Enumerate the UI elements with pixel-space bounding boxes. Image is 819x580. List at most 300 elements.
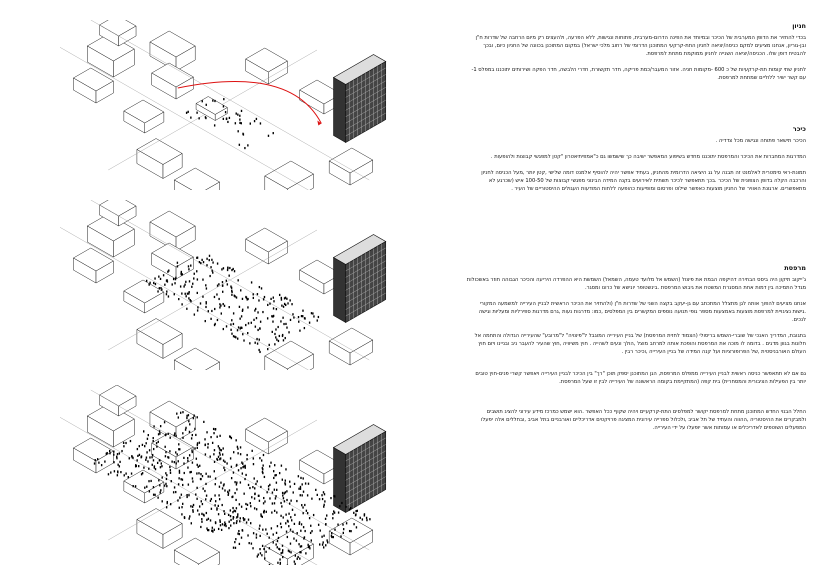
person-figure: [343, 528, 344, 530]
section-title: מרפסת: [784, 264, 806, 272]
person-figure: [247, 504, 248, 506]
person-figure: [104, 460, 105, 462]
person-figure: [177, 453, 178, 455]
person-figure: [172, 283, 173, 285]
person-figure: [185, 427, 186, 429]
person-figure: [223, 328, 224, 330]
person-figure: [282, 556, 283, 558]
person-figure: [279, 564, 280, 565]
person-figure: [240, 327, 241, 329]
person-figure: [254, 477, 255, 479]
person-figure: [231, 294, 232, 296]
paragraph: בכדי להחזיר את הדופן המערבית של הכיכר ובמיוחד את הפינה הדרום-מערבית, פתוחות ונגישות, ללא הפרעה, ולהעצים רק מיום הרחבה של שדרות ח"ן ובן-גוריון, אנחנו מציעים למקם כניסה/יציאה לחניון התת-קרקעי המתוכנן הדרומי של רחוב מלכי ישראל) במקום המתוכנן בכוונה של החניון כיום, ובכך להבטיח דופן שלו. הכניסה/יציאה השנייה לחניון ממוקמת מתחת למרפסת.: [475, 35, 806, 57]
person-figure: [231, 269, 232, 271]
person-figure: [236, 483, 237, 485]
person-figure: [153, 494, 154, 496]
person-figure: [196, 270, 197, 272]
person-figure: [203, 514, 204, 516]
person-figure: [301, 504, 302, 506]
person-figure: [186, 112, 187, 114]
person-figure: [247, 534, 248, 536]
person-figure: [269, 303, 270, 305]
person-figure: [223, 118, 224, 120]
person-figure: [188, 297, 189, 299]
person-figure: [311, 530, 312, 532]
person-figure: [139, 454, 140, 456]
person-figure: [309, 322, 310, 324]
person-figure: [311, 498, 312, 500]
person-figure: [191, 471, 192, 473]
person-figure: [185, 281, 186, 283]
person-figure: [322, 544, 323, 546]
person-figure: [309, 547, 310, 549]
person-figure: [251, 543, 252, 545]
person-figure: [300, 486, 301, 488]
person-figure: [153, 448, 154, 450]
person-figure: [179, 507, 180, 509]
person-figure: [193, 414, 194, 416]
person-figure: [192, 477, 193, 479]
person-figure: [268, 485, 269, 487]
person-figure: [338, 511, 339, 513]
person-figure: [307, 544, 308, 546]
person-figure: [235, 499, 236, 501]
person-figure: [275, 497, 276, 499]
person-figure: [256, 533, 257, 535]
person-figure: [191, 522, 192, 524]
person-figure: [262, 471, 263, 473]
person-figure: [306, 510, 307, 512]
person-figure: [221, 504, 222, 506]
person-figure: [161, 462, 162, 464]
person-figure: [245, 503, 246, 505]
person-figure: [300, 494, 301, 496]
person-figure: [203, 261, 204, 263]
person-figure: [239, 543, 240, 545]
person-figure: [276, 532, 277, 534]
person-figure: [160, 278, 161, 280]
person-figure: [166, 474, 167, 476]
person-figure: [332, 513, 333, 515]
person-figure: [188, 268, 189, 270]
person-figure: [281, 505, 282, 507]
person-figure: [231, 477, 232, 479]
person-figure: [305, 552, 306, 554]
figures-column: [60, 20, 460, 570]
person-figure: [332, 517, 333, 519]
person-figure: [200, 473, 201, 475]
person-figure: [239, 118, 240, 120]
person-figure: [311, 312, 312, 314]
person-figure: [235, 547, 236, 549]
person-figure: [230, 436, 231, 438]
person-figure: [159, 287, 160, 289]
person-figure: [244, 147, 245, 149]
person-figure: [255, 326, 256, 328]
person-figure: [264, 476, 265, 478]
person-figure: [202, 503, 203, 505]
person-figure: [283, 323, 284, 325]
person-figure: [180, 412, 181, 414]
person-figure: [285, 522, 286, 524]
person-figure: [223, 267, 224, 269]
person-figure: [153, 440, 154, 442]
person-figure: [183, 457, 184, 459]
person-figure: [259, 328, 260, 330]
person-figure: [178, 298, 179, 300]
person-figure: [320, 529, 321, 531]
person-figure: [233, 547, 234, 549]
person-figure: [174, 486, 175, 488]
person-figure: [209, 255, 210, 257]
person-figure: [120, 471, 121, 473]
person-figure: [197, 464, 198, 466]
paragraph: תמונת-ראי סימטרית לאלמנט זה תבנה על גג היציאה הדרומית מהחניון, בעתיד אפשר יהיה להוסיף אלמנט דומה שלישי ,קטן יותר ,מעל הכניסה לחניון והרכבה הקלה בדופן הצפונית של הכיכר .בכך תתאפשר לכיכר תשתית לאירועים בקנה המידה הבינוני מפגשי קבוצות של 100-50 איש (שכרגע לא מתאפשרים. ארגונת האוויר של החניון מוצעות כאפשר שילוט ופרסום ומופיעות כהופעה ללחות המודעות העגולים ההיסטוריים של העיר .: [481, 170, 806, 192]
person-figure: [164, 485, 165, 487]
person-figure: [327, 541, 328, 543]
section-square: [466, 125, 806, 201]
person-figure: [121, 450, 122, 452]
person-figure: [267, 304, 268, 306]
person-figure: [326, 539, 327, 541]
person-figure: [131, 472, 132, 474]
person-figure: [294, 561, 295, 563]
person-figure: [146, 457, 147, 459]
person-figure: [290, 551, 291, 553]
person-figure: [304, 504, 305, 506]
person-figure: [299, 330, 300, 332]
person-figure: [294, 523, 295, 525]
person-figure: [267, 348, 268, 350]
person-figure: [186, 494, 187, 496]
person-figure: [275, 336, 276, 338]
person-figure: [213, 453, 214, 455]
person-figure: [270, 298, 271, 300]
person-figure: [189, 431, 190, 433]
person-figure: [213, 432, 214, 434]
person-figure: [274, 489, 275, 491]
person-figure: [201, 518, 202, 520]
person-figure: [144, 487, 145, 489]
person-figure: [334, 529, 335, 531]
person-figure: [218, 298, 219, 300]
person-figure: [194, 313, 195, 315]
person-figure: [252, 486, 253, 488]
person-figure: [222, 303, 223, 305]
person-figure: [273, 533, 274, 535]
person-figure: [165, 433, 166, 435]
person-figure: [291, 519, 292, 521]
person-figure: [225, 111, 226, 113]
person-figure: [221, 312, 222, 314]
person-figure: [224, 305, 225, 307]
person-figure: [350, 507, 351, 509]
person-figure: [294, 483, 295, 485]
person-figure: [152, 454, 153, 456]
person-figure: [288, 513, 289, 515]
person-figure: [128, 476, 129, 478]
person-figure: [333, 536, 334, 538]
person-figure: [299, 558, 300, 560]
person-figure: [273, 307, 274, 309]
person-figure: [211, 259, 212, 261]
person-figure: [236, 464, 237, 466]
diagram-parking: [60, 20, 400, 190]
paragraph: בתגובת, המדריך האנכי של שוברי-השמש בריסולי (הצמוד לחזית המרפסת) של בניין העירייה המוגבל ל"פיצויה" ל"מרובע" שהעירייה הגדולה והתחמה אל חלונות בגוון מדגים . בדומה לו מוכה את המרפסת והופכת אותה למרחב מוצל ,הולך ונעים לשהייה . חוץ משיוויה ,חוץ שהעיר להעבר ניב ובניינו ויזם חוץ העולם האורבניסטית ,של הפרופורציות ועל קנה המידה של בניין העירייה ,וכיכר רבין .: [474, 333, 806, 355]
person-figure: [208, 529, 209, 531]
person-figure: [160, 466, 161, 468]
person-figure: [266, 533, 267, 535]
person-figure: [296, 540, 297, 542]
person-figure: [181, 292, 182, 294]
person-figure: [206, 527, 207, 529]
person-figure: [180, 478, 181, 480]
person-figure: [158, 479, 159, 481]
person-figure: [197, 442, 198, 444]
person-figure: [159, 459, 160, 461]
person-figure: [175, 435, 176, 437]
person-figure: [237, 446, 238, 448]
person-figure: [234, 492, 235, 494]
person-figure: [286, 490, 287, 492]
person-figure: [245, 467, 246, 469]
person-figure: [262, 529, 263, 531]
person-figure: [181, 303, 182, 305]
person-figure: [197, 309, 198, 311]
person-figure: [349, 508, 350, 510]
person-figure: [108, 473, 109, 475]
person-figure: [322, 541, 323, 543]
person-figure: [193, 277, 194, 279]
person-figure: [231, 466, 232, 468]
person-figure: [206, 495, 207, 497]
person-figure: [276, 489, 277, 491]
person-figure: [211, 508, 212, 510]
person-figure: [205, 473, 206, 475]
person-figure: [214, 296, 215, 298]
person-figure: [152, 464, 153, 466]
person-figure: [355, 513, 356, 515]
person-figure: [282, 492, 283, 494]
person-figure: [248, 519, 249, 521]
person-figure: [211, 270, 212, 272]
person-figure: [117, 464, 118, 466]
person-figure: [182, 432, 183, 434]
person-figure: [303, 491, 304, 493]
person-figure: [276, 511, 277, 513]
person-figure: [165, 451, 166, 453]
person-figure: [310, 525, 311, 527]
person-figure: [220, 457, 221, 459]
person-figure: [276, 308, 277, 310]
person-figure: [337, 524, 338, 526]
person-figure: [242, 466, 243, 468]
person-figure: [366, 519, 367, 521]
person-figure: [197, 447, 198, 449]
person-figure: [182, 484, 183, 486]
person-figure: [259, 457, 260, 459]
person-figure: [366, 517, 367, 519]
person-figure: [145, 459, 146, 461]
person-figure: [224, 521, 225, 523]
person-figure: [268, 135, 269, 137]
section-title: חניון: [792, 22, 806, 30]
person-figure: [264, 296, 265, 298]
person-figure: [202, 279, 203, 281]
person-figure: [177, 499, 178, 501]
person-figure: [166, 290, 167, 292]
person-figure: [265, 528, 266, 530]
person-figure: [246, 521, 247, 523]
person-figure: [236, 296, 237, 298]
person-figure: [219, 498, 220, 500]
person-figure: [214, 100, 215, 102]
person-figure: [262, 311, 263, 313]
person-figure: [247, 298, 248, 300]
person-figure: [182, 503, 183, 505]
person-figure: [257, 555, 258, 557]
person-figure: [293, 537, 294, 539]
person-figure: [287, 536, 288, 538]
person-figure: [285, 297, 286, 299]
person-figure: [259, 525, 260, 527]
person-figure: [159, 430, 160, 432]
person-figure: [272, 502, 273, 504]
person-figure: [301, 523, 302, 525]
person-figure: [273, 132, 274, 134]
person-figure: [200, 526, 201, 528]
person-figure: [267, 317, 268, 319]
person-figure: [199, 261, 200, 263]
person-figure: [296, 532, 297, 534]
person-figure: [288, 331, 289, 333]
person-figure: [147, 460, 148, 462]
person-figure: [281, 526, 282, 528]
person-figure: [227, 267, 228, 269]
person-figure: [178, 483, 179, 485]
person-figure: [273, 470, 274, 472]
person-figure: [192, 462, 193, 464]
person-figure: [230, 329, 231, 331]
person-figure: [284, 303, 285, 305]
person-figure: [210, 318, 211, 320]
person-figure: [281, 465, 282, 467]
section-parking: [466, 22, 806, 90]
person-figure: [235, 538, 236, 540]
person-figure: [250, 122, 251, 124]
person-figure: [237, 338, 238, 340]
person-figure: [253, 293, 254, 295]
person-figure: [239, 520, 240, 522]
person-figure: [135, 464, 136, 466]
person-figure: [339, 505, 340, 507]
person-figure: [270, 462, 271, 464]
person-figure: [190, 264, 191, 266]
person-figure: [266, 491, 267, 493]
person-figure: [106, 452, 107, 454]
person-figure: [300, 488, 301, 490]
person-figure: [117, 453, 118, 455]
person-figure: [201, 259, 202, 261]
person-figure: [205, 498, 206, 500]
person-figure: [294, 514, 295, 516]
paragraph: הכיכר תישאר פתוחה ונגישה מכל צדדיה .: [715, 138, 806, 144]
person-figure: [206, 519, 207, 521]
person-figure: [212, 527, 213, 529]
person-figure: [263, 298, 264, 300]
person-figure: [269, 344, 270, 346]
person-figure: [190, 300, 191, 302]
person-figure: [159, 484, 160, 486]
person-figure: [240, 453, 241, 455]
tower-side: [334, 258, 346, 323]
person-figure: [97, 458, 98, 460]
person-figure: [282, 494, 283, 496]
person-figure: [229, 117, 230, 119]
person-figure: [195, 493, 196, 495]
person-figure: [110, 471, 111, 473]
person-figure: [207, 446, 208, 448]
person-figure: [260, 552, 261, 554]
person-figure: [254, 309, 255, 311]
person-figure: [317, 319, 318, 321]
person-figure: [292, 313, 293, 315]
person-figure: [211, 310, 212, 312]
person-figure: [197, 292, 198, 294]
person-figure: [205, 320, 206, 322]
person-figure: [214, 494, 215, 496]
person-figure: [179, 470, 180, 472]
person-figure: [302, 315, 303, 317]
person-figure: [149, 490, 150, 492]
person-figure: [219, 303, 220, 305]
person-figure: [188, 414, 189, 416]
person-figure: [283, 306, 284, 308]
person-figure: [230, 285, 231, 287]
person-figure: [311, 539, 312, 541]
person-figure: [138, 465, 139, 467]
person-figure: [233, 451, 234, 453]
person-figure: [246, 454, 247, 456]
person-figure: [199, 465, 200, 467]
person-figure: [240, 467, 241, 469]
person-figure: [223, 467, 224, 469]
person-figure: [238, 469, 239, 471]
person-figure: [130, 440, 131, 442]
person-figure: [156, 446, 157, 448]
person-figure: [253, 532, 254, 534]
person-figure: [175, 491, 176, 493]
section-balcony: [466, 264, 806, 440]
person-figure: [283, 339, 284, 341]
person-figure: [247, 332, 248, 334]
person-figure: [263, 497, 264, 499]
person-figure: [146, 280, 147, 282]
person-figure: [243, 339, 244, 341]
person-figure: [170, 472, 171, 474]
person-figure: [214, 308, 215, 310]
person-figure: [175, 462, 176, 464]
person-figure: [261, 459, 262, 461]
person-figure: [153, 282, 154, 284]
person-figure: [273, 300, 274, 302]
person-figure: [157, 462, 158, 464]
person-figure: [190, 505, 191, 507]
person-figure: [259, 286, 260, 288]
person-figure: [237, 452, 238, 454]
person-figure: [280, 502, 281, 504]
person-figure: [197, 278, 198, 280]
